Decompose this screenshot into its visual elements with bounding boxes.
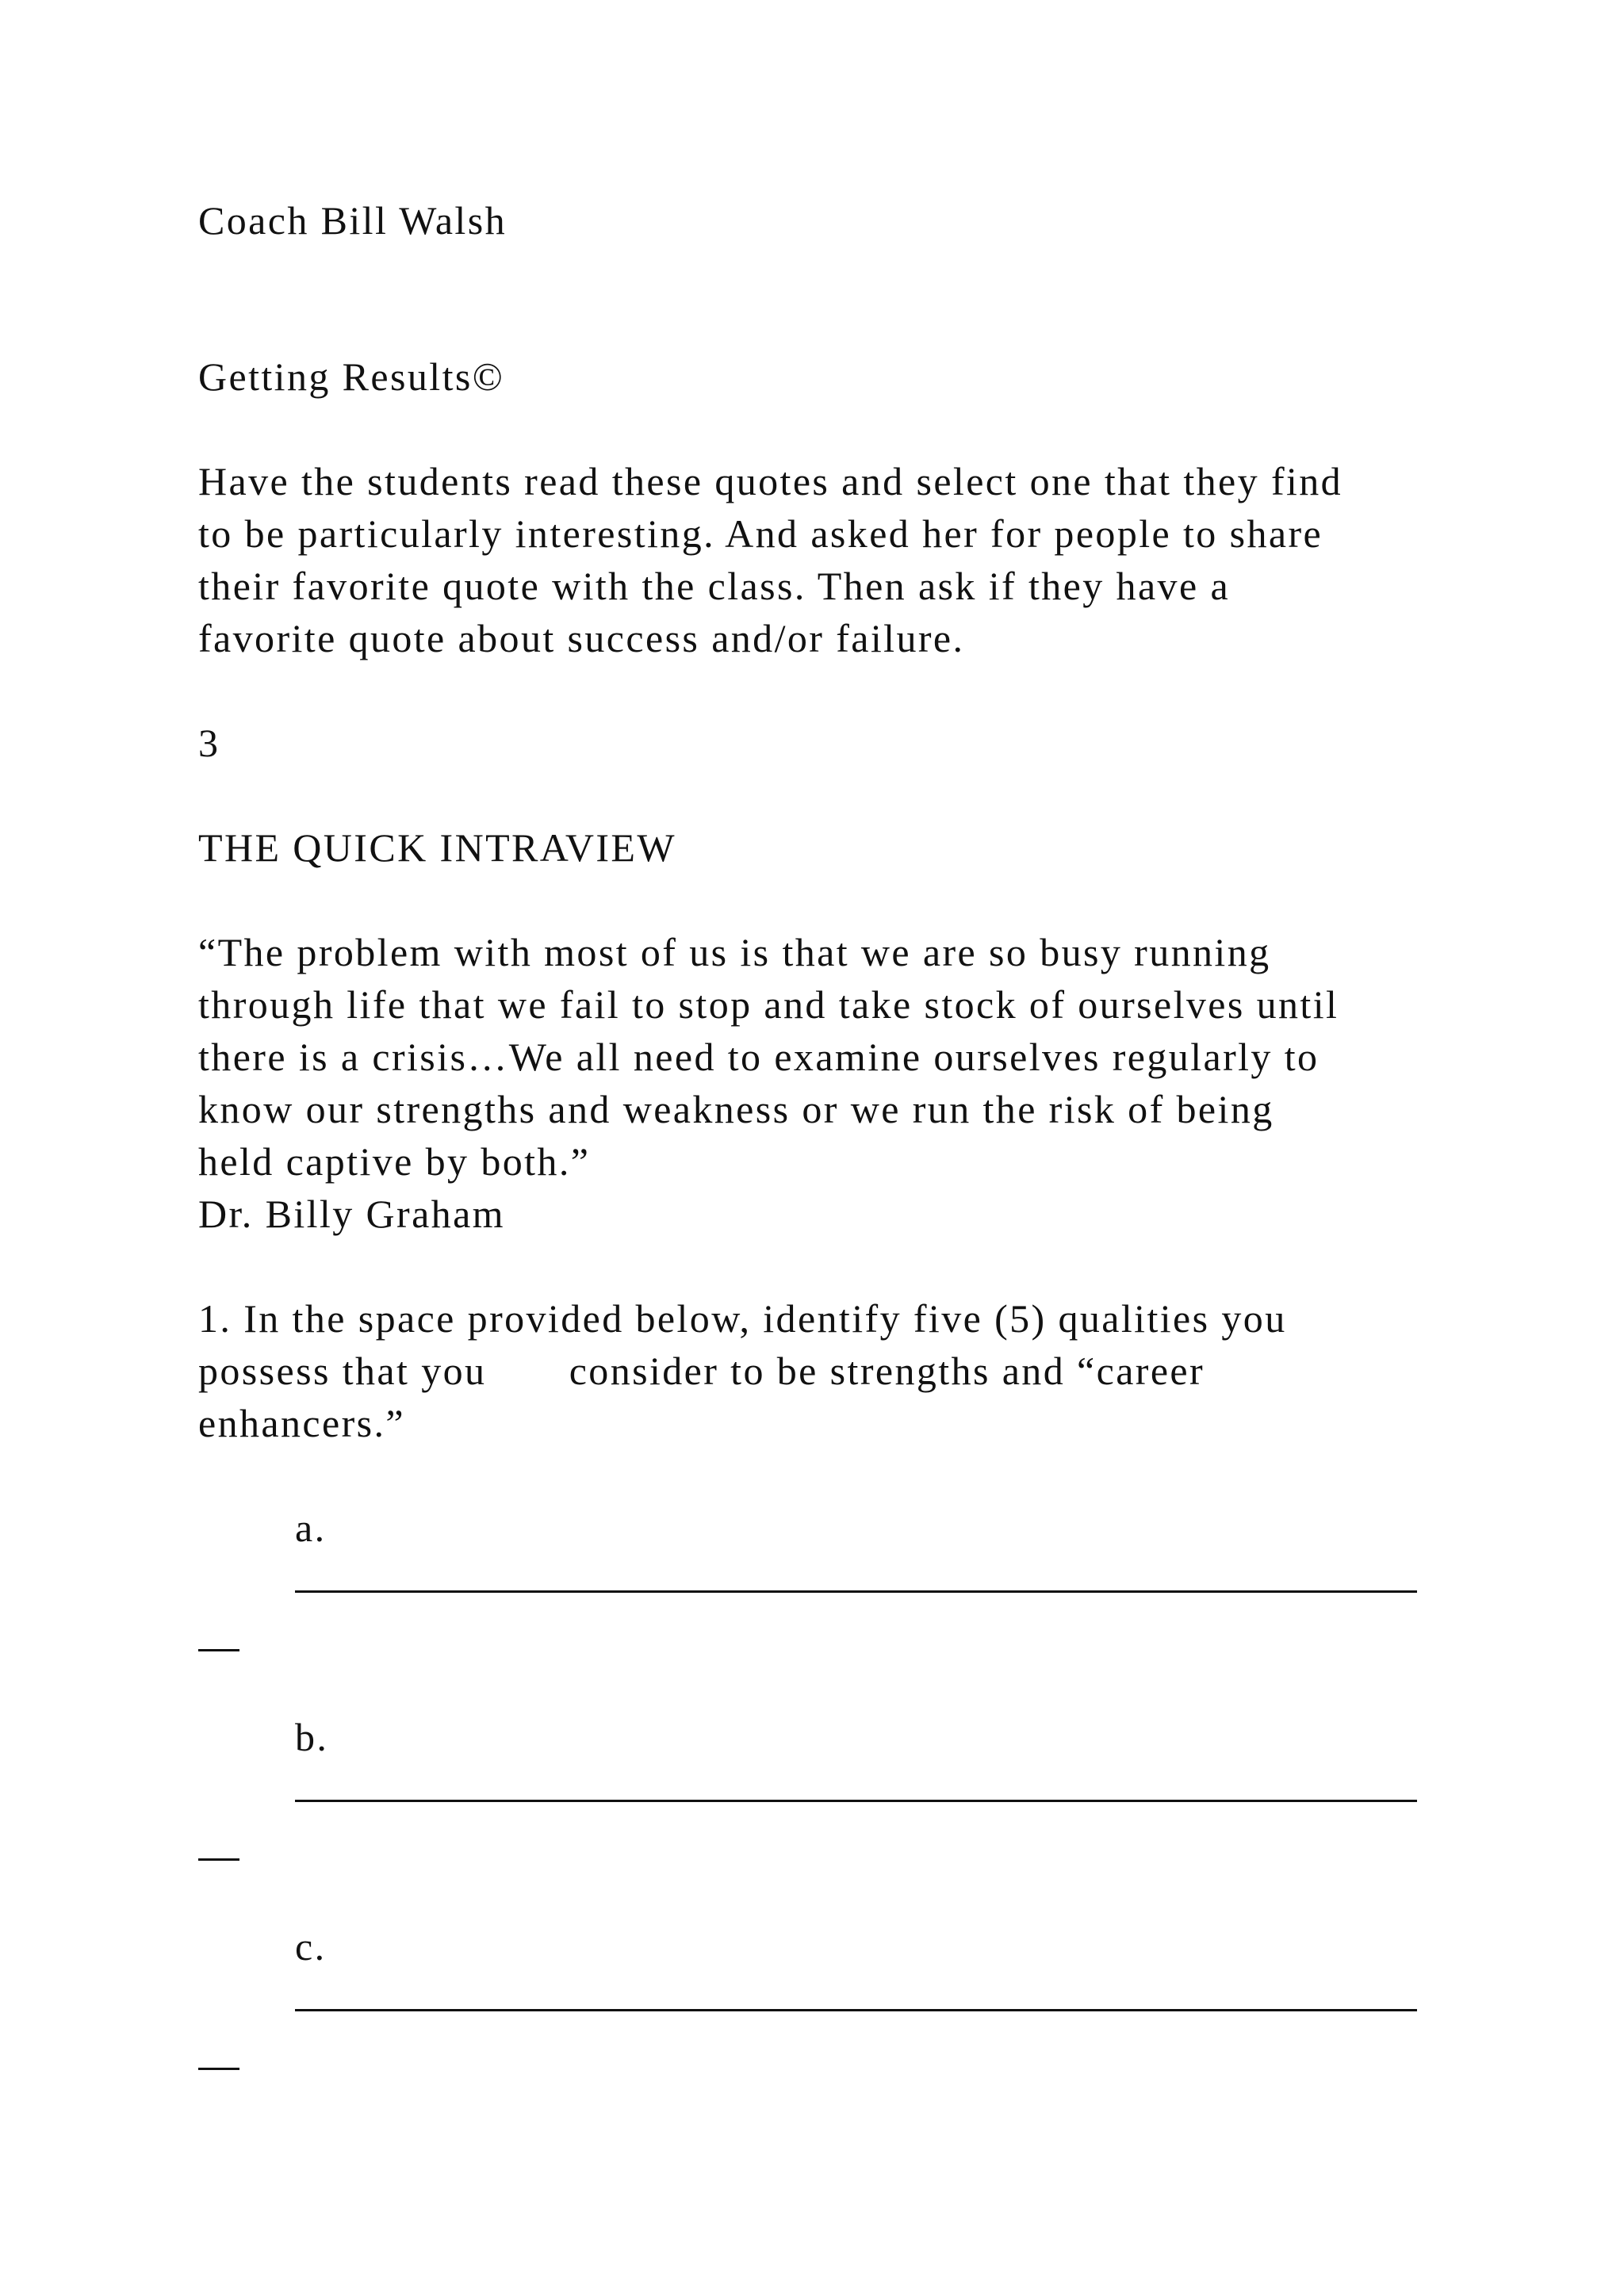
question-line: enhancers.” <box>198 1401 405 1445</box>
document-subheading: Getting Results© <box>198 354 505 399</box>
instructions-line: to be particularly interesting. And asked her for people to share <box>198 511 1323 556</box>
quote-author: Dr. Billy Graham <box>198 1192 505 1236</box>
quote-line: held captive by both.” <box>198 1139 591 1184</box>
quote-line: know our strengths and weakness or we run the risk of being <box>198 1087 1274 1131</box>
document-heading: Coach Bill Walsh <box>198 198 507 243</box>
answer-label-c: c. <box>295 1924 327 1969</box>
section-title: THE QUICK INTRAVIEW <box>198 825 676 870</box>
answer-label-a: a. <box>295 1506 327 1550</box>
page-number: 3 <box>198 721 220 765</box>
answer-label-b: b. <box>295 1715 329 1759</box>
answer-line-a[interactable] <box>295 1590 1417 1593</box>
quote-line: through life that we fail to stop and take stock of ourselves until <box>198 982 1339 1027</box>
answer-line-b[interactable] <box>295 1800 1417 1802</box>
quote-line: there is a crisis…We all need to examine ourselves regularly to <box>198 1035 1320 1079</box>
answer-line-a-continuation <box>198 1649 239 1651</box>
answer-line-c[interactable] <box>295 2009 1417 2011</box>
answer-line-c-continuation <box>198 2068 239 2070</box>
question-line: possess that you consider to be strengths and “career <box>198 1349 1205 1393</box>
instructions-line: Have the students read these quotes and select one that they find <box>198 459 1343 503</box>
quote-line: “The problem with most of us is that we are so busy running <box>198 930 1271 974</box>
question-line: 1. In the space provided below, identify five (5) qualities you <box>198 1296 1287 1341</box>
instructions-line: favorite quote about success and/or failure. <box>198 616 965 660</box>
instructions-line: their favorite quote with the class. Then ask if they have a <box>198 564 1231 608</box>
answer-line-b-continuation <box>198 1858 239 1861</box>
